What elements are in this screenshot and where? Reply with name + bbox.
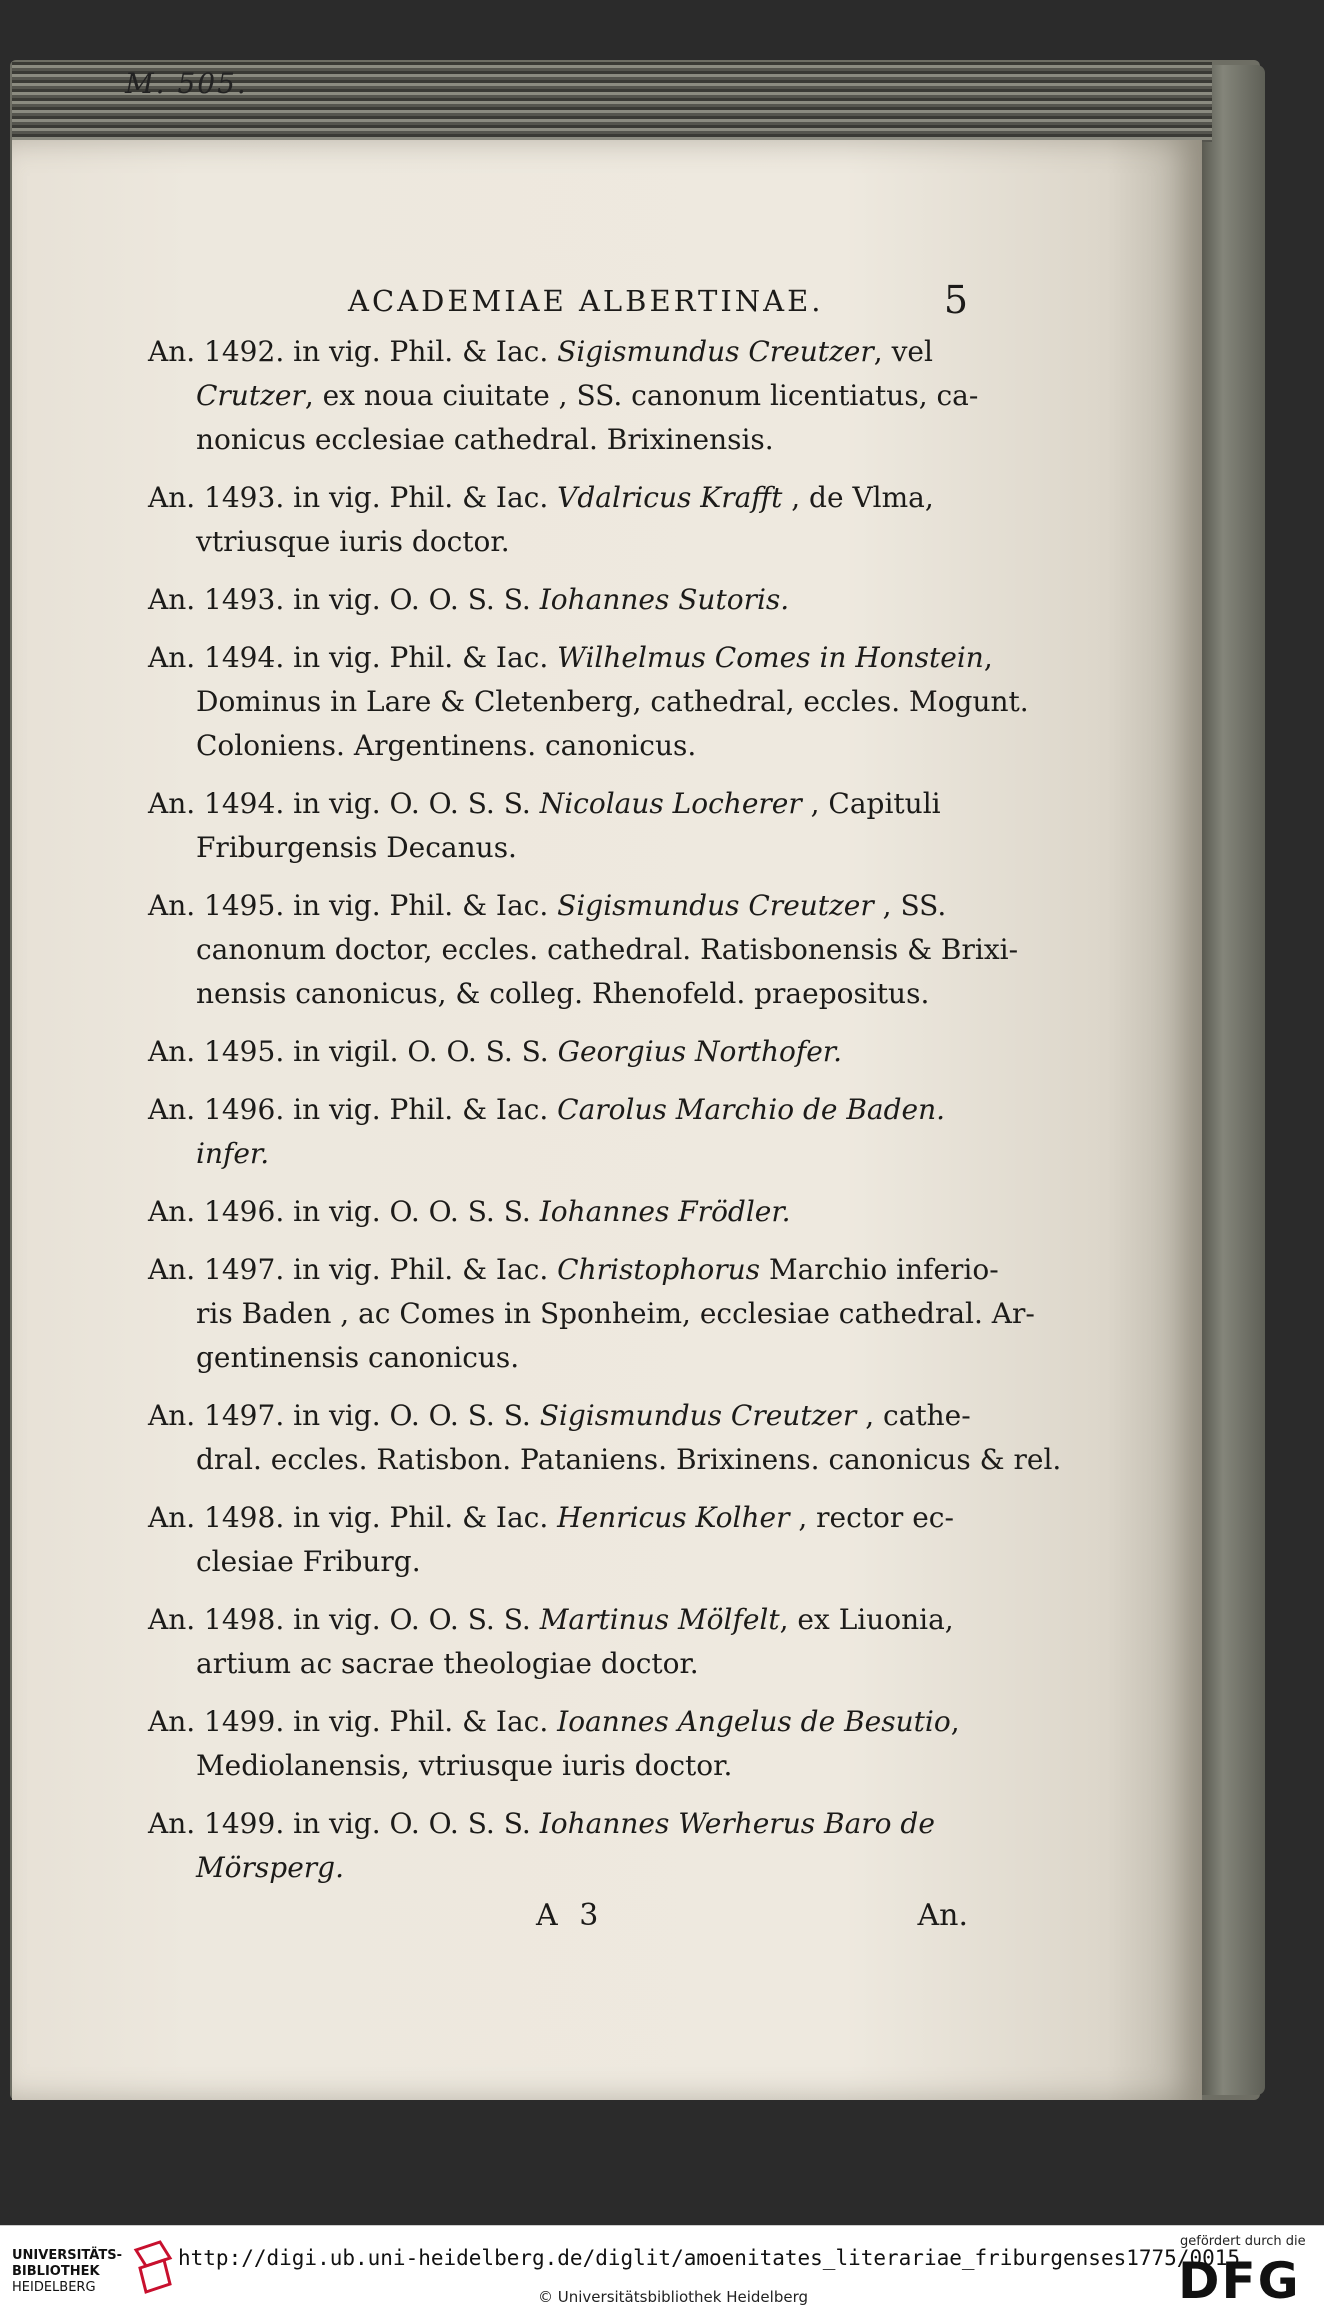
entry-first-line bbox=[148, 1030, 993, 1074]
entry-continuation-line bbox=[148, 1292, 1035, 1336]
entry-continuation-line bbox=[148, 1438, 1062, 1482]
entry-text: Dominus in Lare & Cletenberg, cathedral, eccles. Mogunt. bbox=[196, 685, 1029, 718]
entry-text: , vel bbox=[873, 335, 933, 368]
dfg-logo: DFG bbox=[1178, 2252, 1301, 2310]
entry-text: An. 1496. in vig. O. O. S. S. bbox=[148, 1195, 540, 1228]
entry-text: vtriusque iuris doctor. bbox=[196, 525, 510, 558]
entry-text: An. 1496. in vig. Phil. & Iac. bbox=[148, 1093, 558, 1126]
entry-continuation-line bbox=[148, 826, 993, 870]
entry-continuation-line bbox=[148, 1540, 993, 1584]
register-entry bbox=[148, 1088, 993, 1176]
entry-text: , bbox=[983, 641, 993, 674]
entry-text: An. 1495. in vig. Phil. & Iac. bbox=[148, 889, 558, 922]
entry-text: , ex noua ciuitate , SS. canonum licentiatus, ca- bbox=[304, 379, 979, 412]
entry-first-line bbox=[148, 476, 993, 520]
person-name: Sigismundus Creutzer bbox=[539, 1399, 857, 1432]
person-name: Sigismundus Creutzer bbox=[557, 889, 874, 922]
entry-continuation-line bbox=[148, 1132, 993, 1176]
entry-continuation-line bbox=[148, 1336, 993, 1380]
entry-text: An. 1497. in vig. Phil. & Iac. bbox=[148, 1253, 558, 1286]
register-entry bbox=[148, 1802, 993, 1890]
entry-first-line bbox=[148, 1700, 993, 1744]
entry-text: An. 1493. in vig. O. O. S. S. bbox=[148, 583, 540, 616]
register-entry bbox=[148, 1700, 993, 1788]
person-name: Vdalricus Krafft bbox=[557, 481, 783, 514]
person-name: Georgius Northofer. bbox=[557, 1035, 842, 1068]
entry-text: An. 1494. in vig. Phil. & Iac. bbox=[148, 641, 558, 674]
library-name-line1: UNIVERSITÄTS- bbox=[12, 2248, 122, 2263]
entry-text: An. 1492. in vig. Phil. & Iac. bbox=[148, 335, 558, 368]
register-entry bbox=[148, 578, 993, 622]
person-name: Martinus Mölfelt bbox=[539, 1603, 780, 1636]
entry-first-line bbox=[148, 578, 993, 622]
entry-text: An. 1498. in vig. Phil. & Iac. bbox=[148, 1501, 558, 1534]
register-entry bbox=[148, 884, 1019, 1016]
entry-text: An. 1493. in vig. Phil. & Iac. bbox=[148, 481, 558, 514]
entry-text: ris Baden , ac Comes in Sponheim, ecclesiae cathedral. Ar- bbox=[196, 1297, 1035, 1330]
funder-note: gefördert durch die bbox=[1180, 2234, 1306, 2249]
entry-text: , ex Liuonia, bbox=[779, 1603, 954, 1636]
register-entry bbox=[148, 1598, 993, 1686]
entry-text: An. 1497. in vig. O. O. S. S. bbox=[148, 1399, 540, 1432]
register-entry bbox=[148, 330, 993, 462]
running-title: ACADEMIAE ALBERTINAE. bbox=[348, 284, 824, 318]
signature-mark: A 3 bbox=[536, 1898, 605, 1933]
entry-text: An. 1499. in vig. Phil. & Iac. bbox=[148, 1705, 558, 1738]
register-entry bbox=[148, 1394, 1062, 1482]
register-entry bbox=[148, 1030, 993, 1074]
person-name: Christophorus bbox=[557, 1253, 761, 1286]
page-number: 5 bbox=[943, 278, 971, 322]
entry-text: , Capituli bbox=[801, 787, 941, 820]
entry-first-line bbox=[148, 1088, 993, 1132]
library-logo bbox=[12, 2248, 122, 2296]
entry-text: An. 1494. in vig. O. O. S. S. bbox=[148, 787, 540, 820]
entry-continuation-line bbox=[148, 972, 993, 1016]
entry-text: gentinensis canonicus. bbox=[196, 1341, 520, 1374]
register-entry bbox=[148, 636, 1029, 768]
entry-text: Marchio inferio- bbox=[760, 1253, 999, 1286]
entry-continuation-line bbox=[148, 724, 993, 768]
person-name: Iohannes Sutoris. bbox=[539, 583, 790, 616]
page-content bbox=[148, 270, 1062, 1948]
entry-text: Coloniens. Argentinens. canonicus. bbox=[196, 729, 697, 762]
entry-text: Mediolanensis, vtriusque iuris doctor. bbox=[196, 1749, 733, 1782]
entry-continuation-line bbox=[148, 928, 1019, 972]
entry-text: , cathe- bbox=[856, 1399, 971, 1432]
book-fore-edge bbox=[1195, 65, 1265, 2095]
entry-continuation-line bbox=[148, 1642, 993, 1686]
copyright-notice: © Universitätsbibliothek Heidelberg bbox=[538, 2288, 809, 2306]
person-name: Henricus Kolher bbox=[557, 1501, 790, 1534]
running-head bbox=[148, 270, 993, 330]
person-name: Crutzer bbox=[196, 379, 305, 412]
person-name: Carolus Marchio de Baden. bbox=[557, 1093, 946, 1126]
entry-first-line bbox=[148, 1598, 993, 1642]
permalink[interactable]: http://digi.ub.uni-heidelberg.de/diglit/amoenitates_literariae_friburgenses1775/0015 bbox=[178, 2246, 1241, 2270]
entry-text: clesiae Friburg. bbox=[196, 1545, 421, 1578]
digitization-banner bbox=[0, 2225, 1324, 2320]
entry-list bbox=[148, 330, 1062, 1890]
library-emblem-icon bbox=[130, 2240, 176, 2300]
entry-continuation-line bbox=[148, 1744, 993, 1788]
entry-first-line bbox=[148, 1394, 993, 1438]
shelf-mark: M. 505. bbox=[125, 67, 248, 100]
register-entry bbox=[148, 782, 993, 870]
entry-text: artium ac sacrae theologiae doctor. bbox=[196, 1647, 699, 1680]
library-name-line2: BIBLIOTHEK bbox=[12, 2264, 100, 2279]
entry-first-line bbox=[148, 884, 993, 928]
person-name: Mörsperg. bbox=[196, 1851, 344, 1884]
entry-continuation-line bbox=[148, 520, 993, 564]
entry-text: , de Vlma, bbox=[782, 481, 934, 514]
entry-text: nensis canonicus, & colleg. Rhenofeld. praepositus. bbox=[196, 977, 930, 1010]
entry-text: Friburgensis Decanus. bbox=[196, 831, 517, 864]
entry-first-line bbox=[148, 330, 993, 374]
entry-first-line bbox=[148, 1248, 999, 1292]
person-name: infer. bbox=[196, 1137, 270, 1170]
entry-first-line bbox=[148, 636, 993, 680]
register-entry bbox=[148, 476, 993, 564]
register-entry bbox=[148, 1496, 993, 1584]
person-name: Sigismundus Creutzer bbox=[557, 335, 874, 368]
entry-text: canonum doctor, eccles. cathedral. Ratisbonensis & Brixi- bbox=[196, 933, 1019, 966]
entry-text: , rector ec- bbox=[789, 1501, 954, 1534]
entry-text: An. 1499. in vig. O. O. S. S. bbox=[148, 1807, 540, 1840]
entry-first-line bbox=[148, 1802, 993, 1846]
entry-text: An. 1495. in vigil. O. O. S. S. bbox=[148, 1035, 558, 1068]
register-entry bbox=[148, 1190, 993, 1234]
register-entry bbox=[148, 1248, 1035, 1380]
person-name: Wilhelmus Comes in Honstein bbox=[557, 641, 984, 674]
person-name: Ioannes Angelus de Besutio bbox=[557, 1705, 951, 1738]
person-name: Iohannes Frödler. bbox=[539, 1195, 791, 1228]
person-name: Nicolaus Locherer bbox=[539, 787, 802, 820]
page-footer bbox=[148, 1898, 993, 1948]
catchword: An. bbox=[917, 1898, 968, 1933]
entry-first-line bbox=[148, 1190, 993, 1234]
person-name: Iohannes Werherus Baro de bbox=[539, 1807, 935, 1840]
entry-first-line bbox=[148, 782, 993, 826]
library-name-line3: HEIDELBERG bbox=[12, 2280, 96, 2295]
entry-text: , bbox=[950, 1705, 960, 1738]
entry-text: dral. eccles. Ratisbon. Pataniens. Brixinens. canonicus & rel. bbox=[196, 1443, 1062, 1476]
entry-continuation-line bbox=[148, 374, 993, 418]
entry-continuation-line bbox=[148, 1846, 993, 1890]
entry-text: , SS. bbox=[873, 889, 947, 922]
entry-first-line bbox=[148, 1496, 993, 1540]
entry-continuation-line bbox=[148, 680, 1029, 724]
entry-continuation-line bbox=[148, 418, 993, 462]
entry-text: An. 1498. in vig. O. O. S. S. bbox=[148, 1603, 540, 1636]
entry-text: nonicus ecclesiae cathedral. Brixinensis. bbox=[196, 423, 774, 456]
